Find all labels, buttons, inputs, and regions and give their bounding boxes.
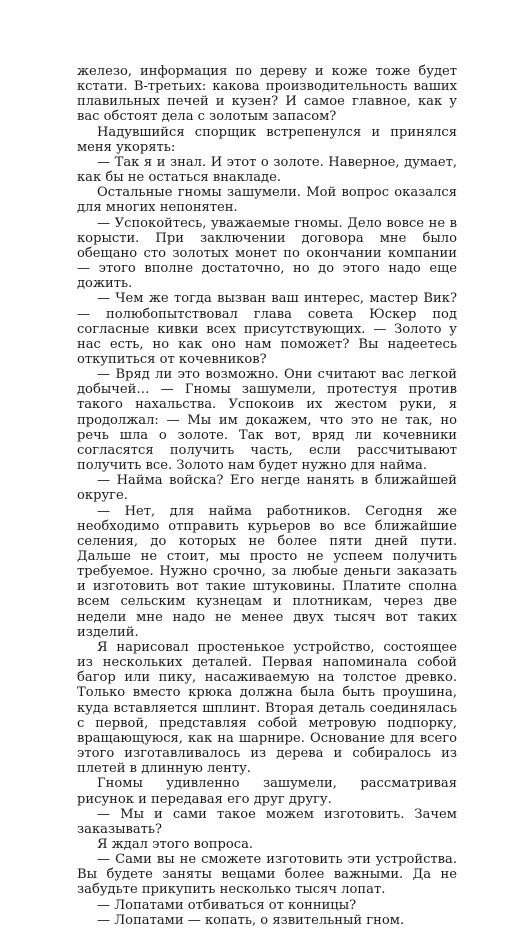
paragraph: Надувшийся спорщик встрепенулся и принялся меня укорять: [77,124,457,155]
paragraph: — Сами вы не сможете изготовить эти устройства. Вы будете заняты вещами более важными. Да не забудьте прикупить несколько тысяч лопат. [77,852,457,898]
paragraph: — Вряд ли это возможно. Они считают вас легкой добычей… — Гномы зашумели, протестуя против такого нахальства. Успокоив их жестом руки, я продолжал: — Мы им докажем, что это не так, но речь шла о золоте. Так вот, вряд ли кочевники согласятся получить часть, если рассчитывают получить все. Золото нам будет нужно для найма. [77,367,457,474]
paragraph: Я ждал этого вопроса. [97,836,254,852]
paragraph: — Нет, для найма работников. Сегодня же необходимо отправить курьеров во все ближайшие селения, до которых не более пяти дней пути. Дальше не стоит, мы просто не успеем получить требуемое. Нужно срочно, за любые деньги заказать и изготовить вот такие штуковины. Платите сполна всем сельским кузнецам и плотникам, через две недели мне надо не менее двух тысяч вот таких изделий. [77,503,457,640]
paragraph: — Лопатами отбиваться от конницы? [97,897,357,913]
paragraph: Остальные гномы зашумели. Мой вопрос оказался для многих непонятен. [77,185,457,216]
paragraph: — Так я и знал. И этот о золоте. Наверное, думает, как бы не остаться внакладе. [77,154,457,186]
paragraph: — Чем же тогда вызван ваш интерес, мастер Вик? — полюбопытствовал глава совета Юскер под согласные кивки всех присутствующих. — Золото у нас есть, но как оно нам поможет? Вы надеетесь откупиться от кочевников? [77,291,457,367]
paragraph: — Лопатами — копать, о язвительный гном. [97,912,405,928]
paragraph: железо, информация по дереву и коже тоже будет кстати. В-третьих: какова производительность ваших плавильных печей и кузен? И самое главное, как у вас обстоят дела с золотым запасом? [77,64,457,125]
paragraph: Я нарисовал простенькое устройство, состоящее из нескольких деталей. Первая напоминала собой багор или пику, насаживаемую на толстое древко. Только вместо крюка должна была быть проушина, куда вставляется шплинт. Вторая деталь соединялась с первой, представляя собой метровую подпорку, вращающуюся, как на шарнире. Основание для всего этого изготавливалось из дерева и собиралось из плетей в длинную ленту. [77,639,457,777]
paragraph: — Мы и сами такое можем изготовить. Зачем заказывать? [77,806,457,837]
book-page [77,64,457,928]
paragraph: — Успокойтесь, уважаемые гномы. Дело вовсе не в корысти. При заключении договора мне было обещано сто золотых монет по окончании компании — этого вполне достаточно, но до этого надо еще дожить. [77,215,457,292]
paragraph: — Найма войска? Его негде нанять в ближайшей округе. [77,473,457,504]
paragraph: Гномы удивленно зашумели, рассматривая рисунок и передавая его друг другу. [77,776,457,807]
